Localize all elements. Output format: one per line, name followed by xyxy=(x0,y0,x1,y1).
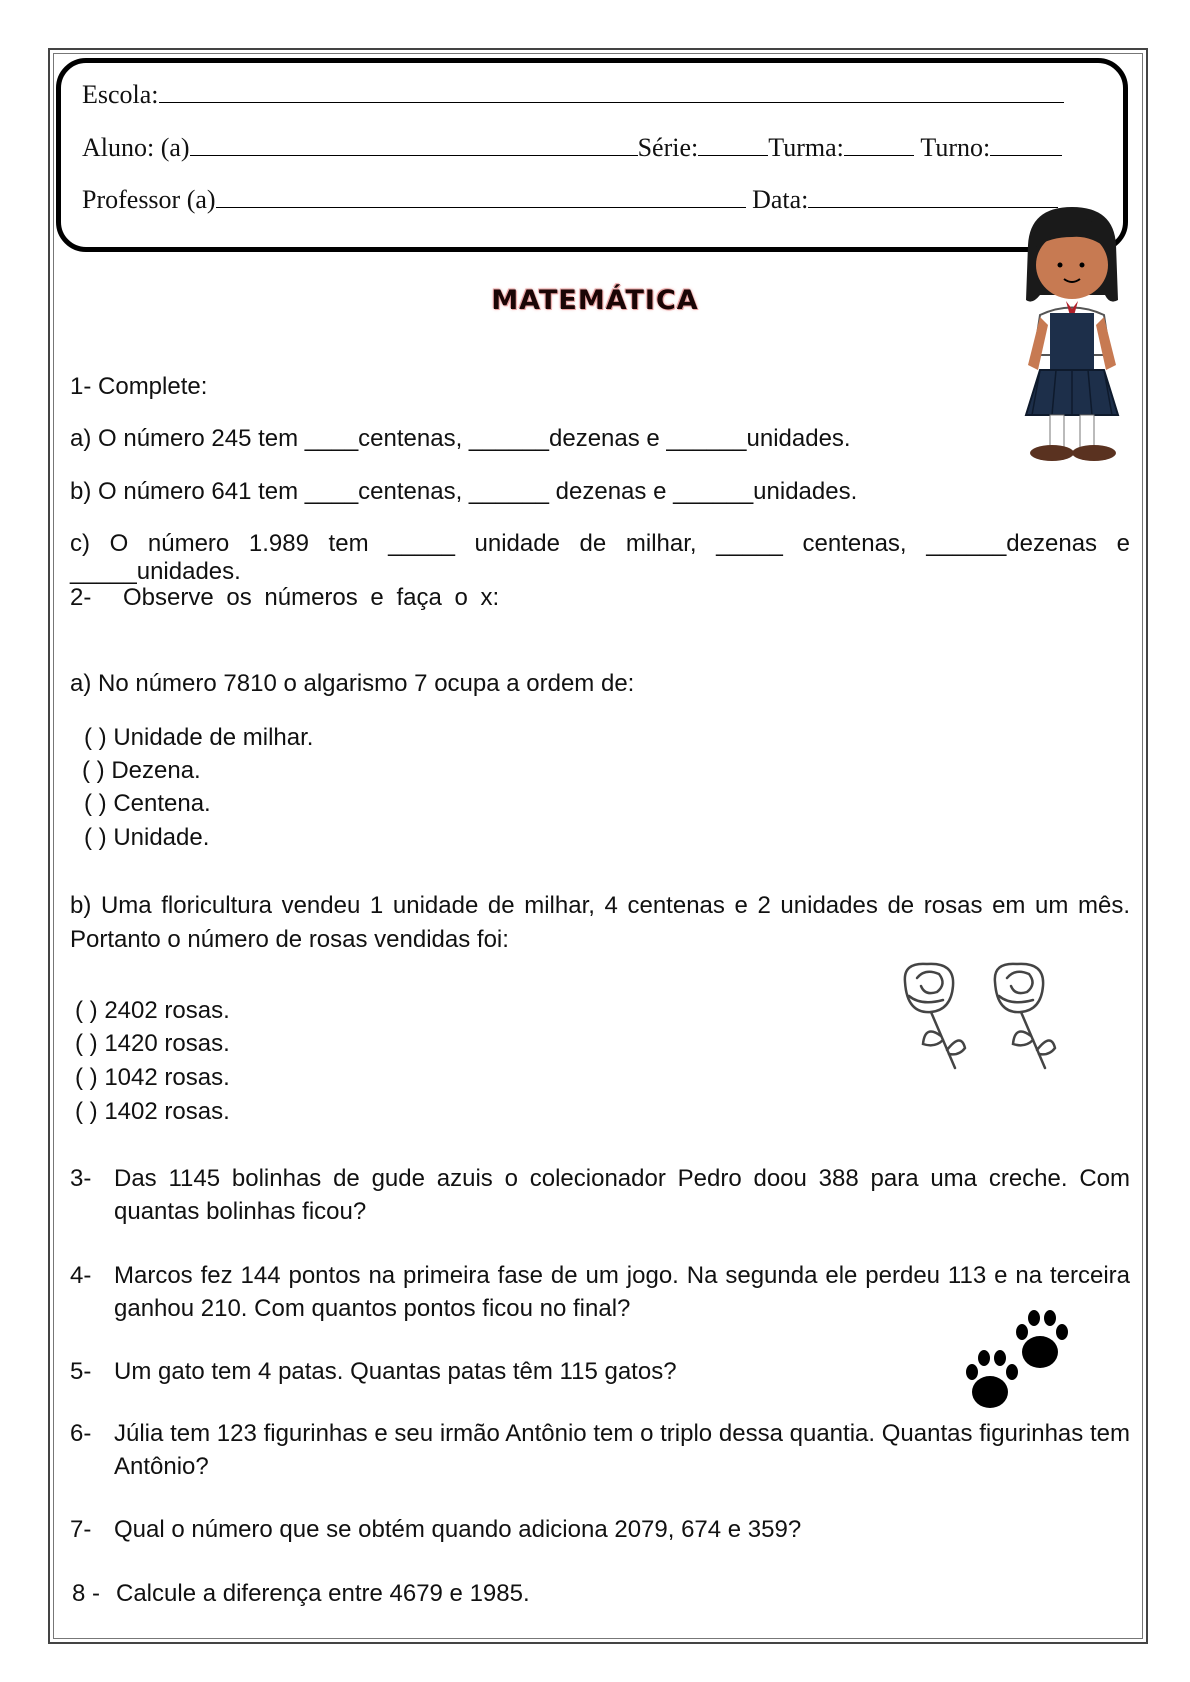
question-8-number: 8 - xyxy=(72,1580,101,1607)
q2-b-option-4[interactable]: ( ) 1402 rosas. xyxy=(75,1098,230,1125)
school-label: Escola: xyxy=(82,80,159,109)
q2-b-option-2[interactable]: ( ) 1420 rosas. xyxy=(75,1030,230,1057)
q2-b-text-line1: b) Uma floricultura vendeu 1 unidade de milhar, 4 centenas e 2 unidades de rosas em um mês. xyxy=(70,892,1130,919)
school-field[interactable] xyxy=(159,80,1064,103)
question-6-number: 6- xyxy=(70,1420,92,1447)
teacher-line xyxy=(82,185,1058,215)
question-4-text: Marcos fez 144 pontos na primeira fase de um jogo. Na segunda ele perdeu 113 e na terceira ganhou 210. Com quantos pontos ficou no final? xyxy=(114,1262,1130,1322)
class-label: Turma: xyxy=(768,133,844,162)
q2-b-text-line2: Portanto o número de rosas vendidas foi: xyxy=(70,926,509,953)
q2-b-option-1[interactable]: ( ) 2402 rosas. xyxy=(75,997,230,1024)
schoolgirl-illustration xyxy=(1010,205,1140,485)
q2-heading: Observe os números e faça o x: xyxy=(123,584,500,611)
q2-a-option-2[interactable]: ( ) Dezena. xyxy=(82,757,201,784)
shift-label: Turno: xyxy=(920,133,991,162)
question-7-number: 7- xyxy=(70,1516,92,1543)
student-label: Aluno: (a) xyxy=(82,133,190,162)
page-title: MATEMÁTICA xyxy=(491,285,699,316)
school-line xyxy=(82,80,1064,110)
q1-item-c: c) O número 1.989 tem _____ unidade de milhar, _____ centenas, ______dezenas e _____unidades. xyxy=(70,530,1130,585)
q1-item-b: b) O número 641 tem ____centenas, ______ dezenas e ______unidades. xyxy=(70,478,858,505)
q2-a-option-3[interactable]: ( ) Centena. xyxy=(84,790,211,817)
paw-prints-icon xyxy=(960,1308,1080,1418)
question-5-text: Um gato tem 4 patas. Quantas patas têm 115 gatos? xyxy=(114,1358,677,1385)
grade-label: Série: xyxy=(637,133,699,162)
question-7-text: Qual o número que se obtém quando adiciona 2079, 674 e 359? xyxy=(114,1516,802,1543)
question-5-number: 5- xyxy=(70,1358,92,1385)
q2-number: 2- xyxy=(70,584,92,611)
teacher-label: Professor (a) xyxy=(82,185,216,214)
q2-a-text: a) No número 7810 o algarismo 7 ocupa a ordem de: xyxy=(70,670,635,697)
question-4-number: 4- xyxy=(70,1262,92,1289)
q2-a-option-4[interactable]: ( ) Unidade. xyxy=(84,824,210,851)
q2-a-option-1[interactable]: ( ) Unidade de milhar. xyxy=(84,724,314,751)
q1-item-a: a) O número 245 tem ____centenas, ______dezenas e ______unidades. xyxy=(70,425,851,452)
q1-heading: 1- Complete: xyxy=(70,373,208,400)
class-field[interactable] xyxy=(844,133,914,156)
question-3-number: 3- xyxy=(70,1165,92,1192)
question-8-text: Calcule a diferença entre 4679 e 1985. xyxy=(116,1580,530,1607)
teacher-field[interactable] xyxy=(216,185,746,208)
date-label: Data: xyxy=(752,185,809,214)
grade-field[interactable] xyxy=(698,133,768,156)
question-3-text: Das 1145 bolinhas de gude azuis o colecionador Pedro doou 388 para uma creche. Com quantas bolinhas ficou? xyxy=(114,1165,1130,1225)
student-field[interactable] xyxy=(190,133,638,156)
shift-field[interactable] xyxy=(990,133,1062,156)
student-line xyxy=(82,133,1062,163)
roses-illustration xyxy=(895,960,1085,1100)
question-6-text: Júlia tem 123 figurinhas e seu irmão Antônio tem o triplo dessa quantia. Quantas figurinhas tem Antônio? xyxy=(114,1420,1130,1480)
q2-b-option-3[interactable]: ( ) 1042 rosas. xyxy=(75,1064,230,1091)
